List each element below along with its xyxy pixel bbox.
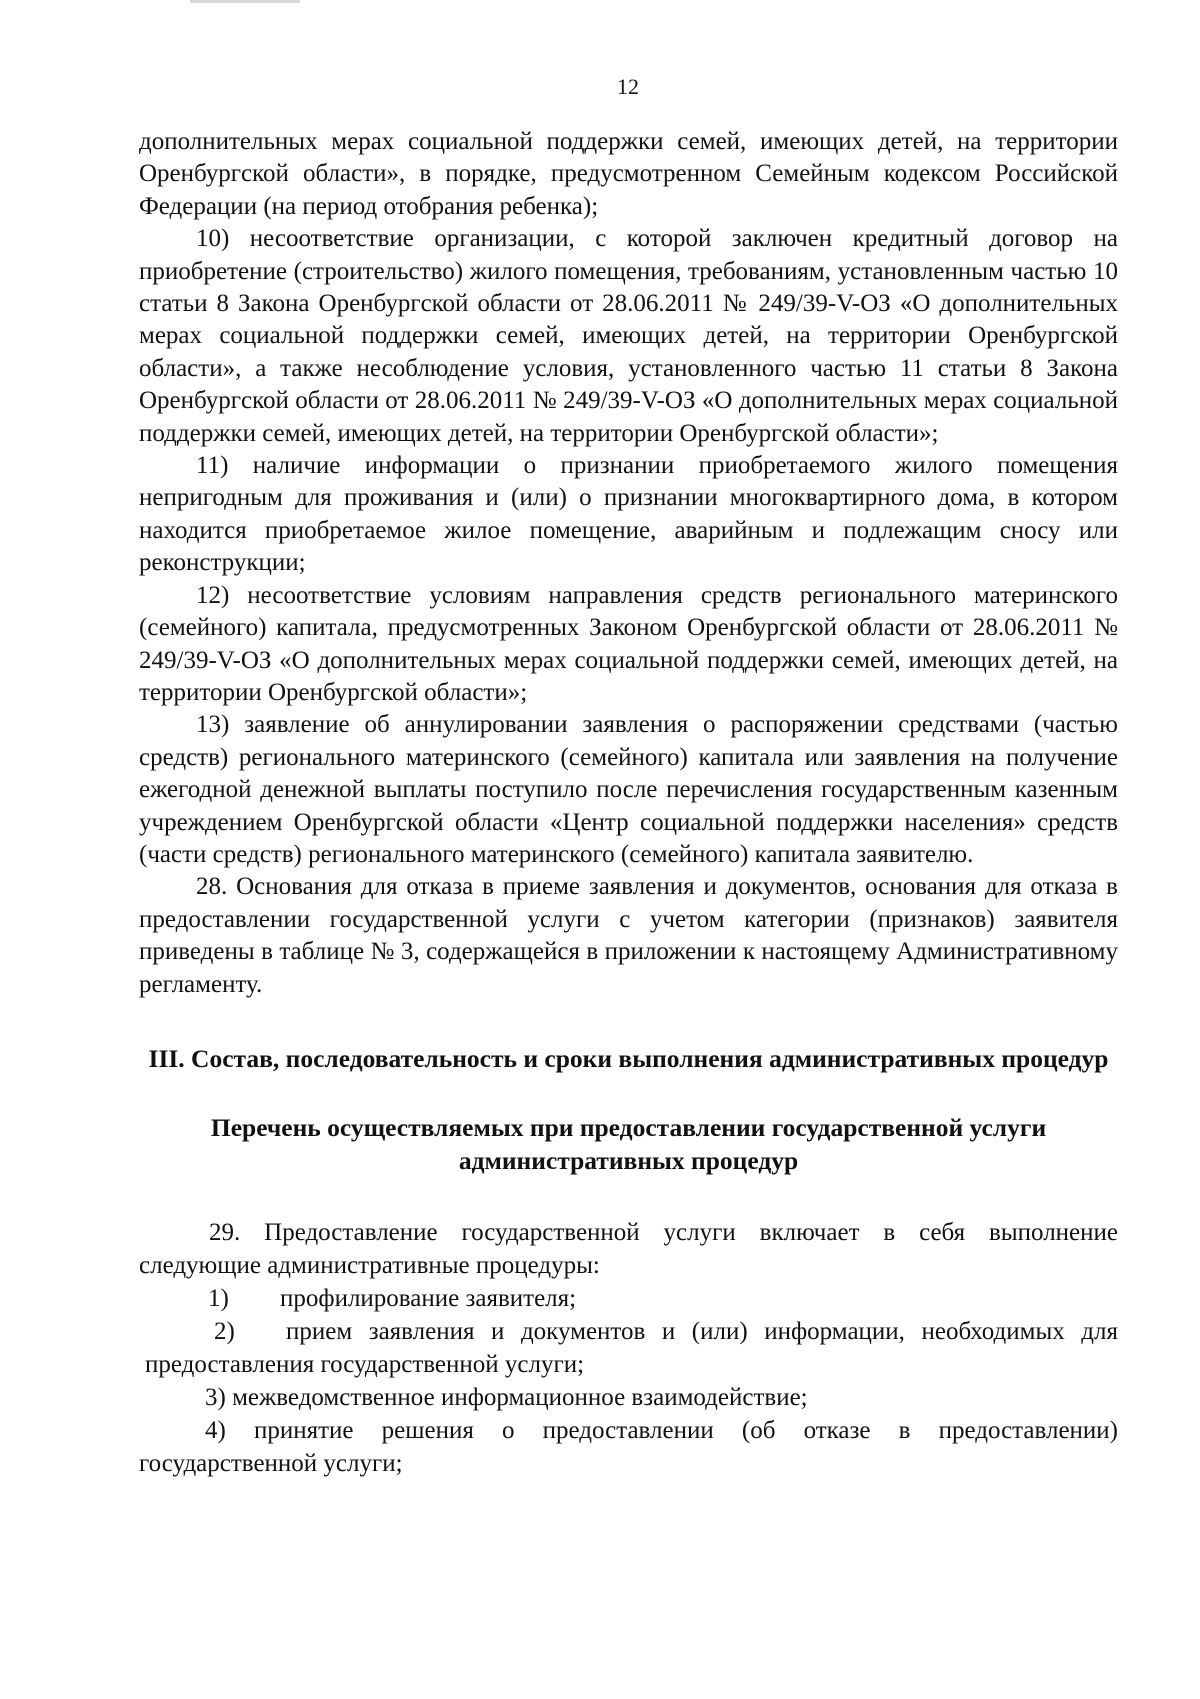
procedure-item-2 [145, 1315, 1118, 1381]
paragraph-point-28: 28. Основания для отказа в приеме заявления и документов, основания для отказа в предоставлении государственной услуги с учетом категории (признаков) заявителя приведены в таблице № 3, содержащейся в приложении к настоящему Административному регламенту. [139, 873, 1118, 998]
procedure-text: профилирование заявителя; [280, 1285, 577, 1313]
page-number: 12 [617, 74, 639, 99]
procedure-item-3 [139, 1381, 1118, 1414]
procedure-item-4 [139, 1414, 1118, 1480]
procedure-number: 1) [208, 1285, 229, 1313]
procedure-number: 2) [214, 1318, 235, 1346]
paragraph-item-12: 12) несоответствие условиям направления средств регионального материнского (семейного) капитала, предусмотренных Законом Оренбургской области от 28.06.2011 № 249/39-V-ОЗ «О дополнительных мерах социальной поддержки семей, имеющих детей, на территории Оренбургской области»; [139, 581, 1118, 706]
scan-artifact [190, 0, 300, 3]
procedure-text: межведомственное информационное взаимодействие; [232, 1384, 808, 1412]
subsection-heading: Перечень осуществляемых при предоставлении государственной услуги административных процедур [210, 1113, 1047, 1175]
document-body [139, 126, 1118, 1480]
paragraph-point-29: 29. Предоставление государственной услуги включает в себя выполнение следующие административные процедуры: [139, 1219, 1118, 1279]
procedure-number: 3) [205, 1384, 226, 1412]
section-heading: III. Состав, последовательность и сроки выполнения административных процедур [148, 1043, 1109, 1073]
paragraph-item-13: 13) заявление об аннулировании заявления о распоряжении средствами (частью средств) регионального материнского (семейного) капитала или заявления на получение ежегодной денежной выплаты поступило после перечисления государственным казенным учреждением Оренбургской области «Центр социальной поддержки населения» средств (части средств) регионального материнского (семейного) капитала заявителю. [139, 711, 1118, 868]
procedure-text: принятие решения о предоставлении (об отказе в предоставлении) государственной услуги; [139, 1417, 1119, 1478]
procedure-text: прием заявления и документов и (или) информации, необходимых для предоставления государственной услуги; [145, 1318, 1118, 1379]
paragraph-continuation: дополнительных мерах социальной поддержки семей, имеющих детей, на территории Оренбургской области», в порядке, предусмотренном Семейным кодексом Российской Федерации (на период отобрания ребенка); [139, 128, 1118, 220]
paragraph-item-10: 10) несоответствие организации, с которой заключен кредитный договор на приобретение (строительство) жилого помещения, требованиям, установленным частью 10 статьи 8 Закона Оренбургской области от 28.06.2011 № 249/39-V-ОЗ «О дополнительных мерах социальной поддержки семей, имеющих детей, на территории Оренбургской области», а также несоблюдение условия, установленного частью 11 статьи 8 Закона Оренбургской области от 28.06.2011 № 249/39-V-ОЗ «О дополнительных мерах социальной поддержки семей, имеющих детей, на территории Оренбургской области»; [139, 225, 1118, 447]
procedure-item-1 [139, 1282, 1118, 1315]
paragraph-item-11: 11) наличие информации о признании приобретаемого жилого помещения непригодным для проживания и (или) о признании многоквартирного дома, в котором находится приобретаемое жилое помещение, аварийным и подлежащим сносу или реконструкции; [139, 452, 1118, 577]
procedure-number: 4) [205, 1417, 226, 1445]
